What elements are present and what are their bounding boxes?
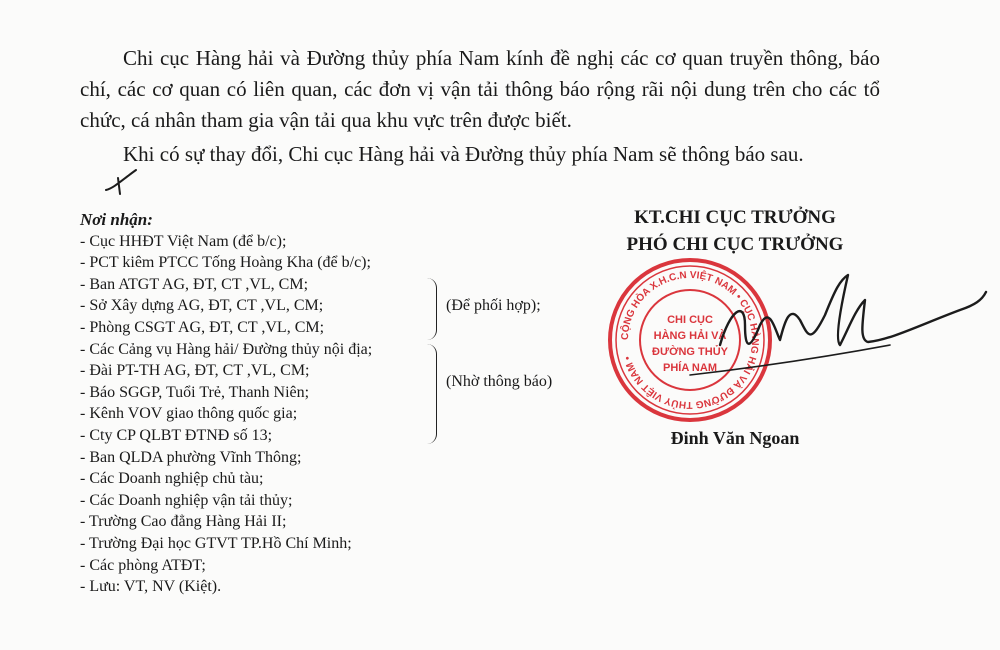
recipient-item: - Đài PT-TH AG, ĐT, CT ,VL, CM;	[80, 362, 310, 380]
notification-note: (Nhờ thông báo)	[446, 373, 553, 390]
notification-brace	[426, 344, 437, 444]
coordination-note: (Để phối hợp);	[446, 297, 541, 314]
signer-name: Đinh Văn Ngoan	[670, 428, 800, 448]
recipients-title: Nơi nhận:	[80, 210, 153, 229]
recipient-item: - Cục HHĐT Việt Nam (để b/c);	[80, 232, 287, 250]
stamp-center-line: HÀNG HẢI VÀ	[653, 330, 727, 342]
stamp-center-line: ĐƯỜNG THỦY	[652, 346, 728, 358]
stamp-center-line: CHI CỤC	[667, 314, 713, 326]
recipient-item: - Phòng CSGT AG, ĐT, CT ,VL, CM;	[80, 318, 325, 336]
recipient-item: - Cty CP QLBT ĐTNĐ số 13;	[80, 426, 273, 444]
handwritten-signature	[690, 270, 990, 380]
recipient-item: - Lưu: VT, NV (Kiệt).	[80, 578, 222, 596]
recipient-item: - Trường Cao đẳng Hàng Hải II;	[80, 513, 287, 531]
recipient-item: - PCT kiêm PTCC Tống Hoàng Kha (để b/c);	[80, 254, 371, 272]
stamp-ring-text: CỘNG HÒA X.H.C.N VIỆT NAM • CỤC HÀNG HẢI VÀ ĐƯỜNG THỦY VIỆT NAM •	[619, 269, 761, 411]
recipient-item: - Các Doanh nghiệp vận tải thủy;	[80, 491, 293, 509]
recipient-item: - Ban QLDA phường Vĩnh Thông;	[80, 448, 302, 466]
change-notice-paragraph: Khi có sự thay đổi, Chi cục Hàng hải và Đường thủy phía Nam sẽ thông báo sau.	[123, 142, 804, 166]
coordination-brace	[426, 278, 437, 340]
recipient-item: - Kênh VOV giao thông quốc gia;	[80, 405, 298, 423]
recipient-item: - Sở Xây dựng AG, ĐT, CT ,VL, CM;	[80, 297, 324, 315]
signature-title-1: KT.CHI CỤC TRƯỞNG	[634, 207, 836, 228]
handwritten-checkmark	[104, 168, 144, 198]
recipient-item: - Trường Đại học GTVT TP.Hồ Chí Minh;	[80, 534, 352, 552]
recipients-list	[80, 231, 372, 598]
recipient-item: - Báo SGGP, Tuổi Trẻ, Thanh Niên;	[80, 383, 310, 401]
closing-paragraph: Chi cục Hàng hải và Đường thủy phía Nam kính đề nghị các cơ quan truyền thông, báo chí, các cơ quan có liên quan, các đơn vị vận tải thông báo rộng rãi nội dung trên cho các tổ chức, cá nhân tham gia vận tải qua khu vực trên được biết.	[80, 46, 880, 132]
recipient-item: - Ban ATGT AG, ĐT, CT ,VL, CM;	[80, 275, 309, 293]
stamp-center-line: PHÍA NAM	[663, 362, 717, 374]
recipient-item: - Các Doanh nghiệp chủ tàu;	[80, 470, 264, 488]
recipients-block	[80, 209, 372, 598]
recipient-item: - Các phòng ATĐT;	[80, 556, 206, 574]
signature-title-2: PHÓ CHI CỤC TRƯỞNG	[626, 234, 844, 255]
recipient-item: - Các Cảng vụ Hàng hải/ Đường thủy nội địa;	[80, 340, 373, 358]
